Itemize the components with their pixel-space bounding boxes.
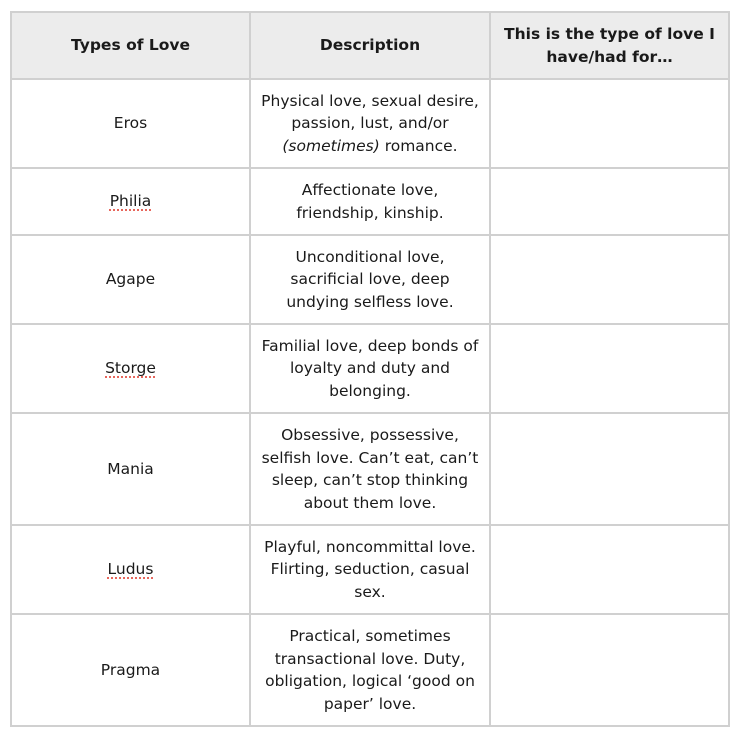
table-row xyxy=(11,324,729,413)
my-love-cell[interactable] xyxy=(490,614,729,726)
love-type-cell xyxy=(11,413,250,525)
description-text-end: romance. xyxy=(379,136,458,155)
love-type-cell xyxy=(11,324,250,413)
my-love-cell[interactable] xyxy=(490,413,729,525)
my-love-cell[interactable] xyxy=(490,235,729,324)
love-type-name: Mania xyxy=(107,459,154,478)
love-description-cell: Practical, sometimes transactional love. Duty, obligation, logical ‘good on paper’ love. xyxy=(250,614,490,726)
header-description: Description xyxy=(250,12,490,79)
love-type-cell xyxy=(11,79,250,168)
love-type-name: Eros xyxy=(113,114,148,133)
love-type-name: Philia xyxy=(109,192,152,211)
love-description-cell xyxy=(250,79,490,168)
love-description-cell: Playful, noncommittal love. Flirting, seduction, casual sex. xyxy=(250,525,490,614)
types-of-love-table xyxy=(10,11,730,727)
my-love-cell[interactable] xyxy=(490,168,729,235)
love-type-cell xyxy=(11,235,250,324)
table-row xyxy=(11,614,729,726)
love-type-cell xyxy=(11,168,250,235)
love-type-name: Agape xyxy=(105,270,156,289)
header-type-of-love-i-have: This is the type of love I have/had for… xyxy=(490,12,729,79)
table-row xyxy=(11,168,729,235)
table-row xyxy=(11,413,729,525)
table-row xyxy=(11,79,729,168)
table-row xyxy=(11,235,729,324)
table-row xyxy=(11,525,729,614)
love-description-cell: Obsessive, possessive, selfish love. Can’t eat, can’t sleep, can’t stop thinking about them love. xyxy=(250,413,490,525)
love-description-cell: Affectionate love, friendship, kinship. xyxy=(250,168,490,235)
love-description-cell: Familial love, deep bonds of loyalty and duty and belonging. xyxy=(250,324,490,413)
my-love-cell[interactable] xyxy=(490,324,729,413)
description-text: Physical love, sexual desire, passion, lust, and/or xyxy=(261,91,479,133)
love-type-cell xyxy=(11,525,250,614)
table-header-row xyxy=(11,12,729,79)
love-type-name: Pragma xyxy=(100,660,161,679)
love-description-cell: Unconditional love, sacrificial love, deep undying selfless love. xyxy=(250,235,490,324)
love-type-name: Ludus xyxy=(107,560,154,579)
love-type-name: Storge xyxy=(105,359,156,378)
love-type-cell xyxy=(11,614,250,726)
header-types-of-love: Types of Love xyxy=(11,12,250,79)
description-emphasis: (sometimes) xyxy=(282,136,380,155)
my-love-cell[interactable] xyxy=(490,79,729,168)
my-love-cell[interactable] xyxy=(490,525,729,614)
